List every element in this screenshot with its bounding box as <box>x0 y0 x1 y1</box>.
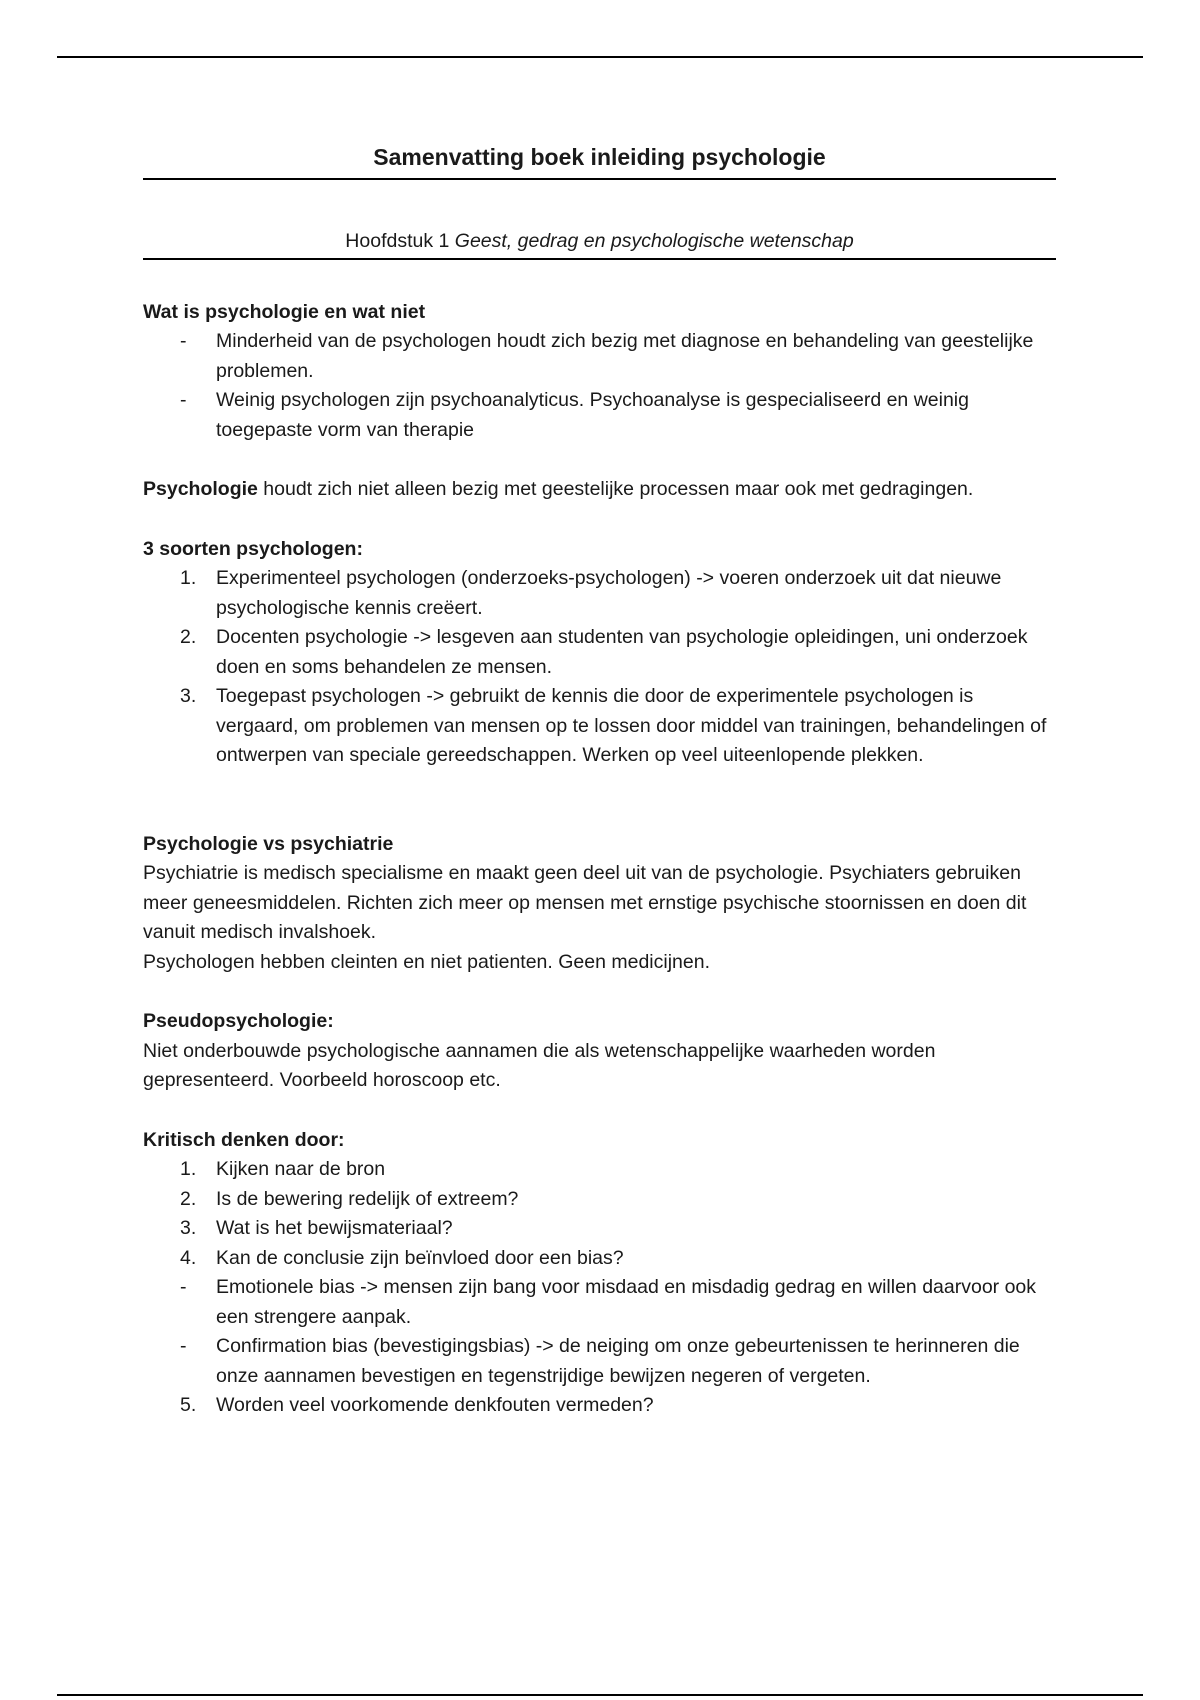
section-pseudopsychologie <box>143 1007 1056 1096</box>
list-marker: 5. <box>180 1394 197 1416</box>
list-item-text: Confirmation bias (bevestigingsbias) -> de neiging om onze gebeurtenissen te herinneren die onze aannamen bevestigen en tegenstrijdige bewijzen negeren of vergeten. <box>216 1335 1020 1387</box>
section-psychologie-definitie <box>143 475 1056 505</box>
list-marker: 1. <box>180 1158 197 1180</box>
page-top-rule <box>57 56 1143 58</box>
list-marker: - <box>180 1335 187 1357</box>
list-item-text: Docenten psychologie -> lesgeven aan studenten van psychologie opleidingen, uni onderzoek doen en soms behandelen ze mensen. <box>216 626 1028 678</box>
document-body <box>143 140 1056 1421</box>
list-item-text: Weinig psychologen zijn psychoanalyticus. Psychoanalyse is gespecialiseerd en weinig toegepaste vorm van therapie <box>216 389 969 441</box>
list-item <box>143 1214 1056 1244</box>
list-marker: 3. <box>180 1217 197 1239</box>
section-heading: 3 soorten psychologen: <box>143 537 363 560</box>
page-bottom-rule <box>57 1694 1143 1696</box>
chapter-number: Hoofdstuk 1 <box>345 230 450 252</box>
chapter-title: Geest, gedrag en psychologische wetenschap <box>454 230 854 252</box>
section-heading: Wat is psychologie en wat niet <box>143 300 426 323</box>
number-marker: 1. <box>180 567 197 589</box>
paragraph-text: houdt zich niet alleen bezig met geestelijke processen maar ook met gedragingen. <box>263 478 974 500</box>
list-marker: 2. <box>180 1187 197 1210</box>
section-psychologie-vs-psychiatrie <box>143 830 1056 978</box>
section-heading: Pseudopsychologie: <box>143 1010 334 1032</box>
list-item <box>143 1155 1056 1185</box>
list-item-text: Minderheid van de psychologen houdt zich bezig met diagnose en behandeling van geestelijke problemen. <box>216 330 1034 382</box>
document-title: Samenvatting boek inleiding psychologie <box>373 144 826 170</box>
section-wat-is-psychologie <box>143 298 1056 446</box>
list-item-text: Worden veel voorkomende denkfouten vermeden? <box>216 1394 654 1416</box>
list-marker: 4. <box>180 1246 197 1269</box>
paragraph <box>143 475 1056 505</box>
list-item <box>143 564 1056 623</box>
list-item <box>143 682 1056 771</box>
section-kritisch-denken <box>143 1126 1056 1421</box>
number-marker: 3. <box>180 685 197 707</box>
numbered-list <box>143 564 1056 771</box>
list-item-text: Kan de conclusie zijn beïnvloed door een bias? <box>216 1246 624 1269</box>
list-item <box>143 1332 1056 1391</box>
bullet-list <box>143 327 1056 445</box>
paragraph: Psychiatrie is medisch specialisme en maakt geen deel uit van de psychologie. Psychiaters gebruiken meer geneesmiddelen. Richten zich meer op mensen met ernstige psychische stoornissen en doen dit vanuit medisch invalshoek. <box>143 862 1027 943</box>
list-item <box>143 1391 1056 1421</box>
title-block <box>143 140 1056 180</box>
section-heading: Psychologie vs psychiatrie <box>143 832 394 855</box>
bold-term: Psychologie <box>143 478 258 500</box>
list-item <box>143 1273 1056 1332</box>
list-item <box>143 623 1056 682</box>
list-item <box>143 1244 1056 1274</box>
list-item-text: Wat is het bewijsmateriaal? <box>216 1217 453 1239</box>
list-item <box>143 1185 1056 1215</box>
chapter-heading <box>143 227 1056 260</box>
list-marker: - <box>180 1276 187 1298</box>
dash-marker: - <box>180 330 187 352</box>
paragraph: Psychologen hebben cleinten en niet patienten. Geen medicijnen. <box>143 950 710 973</box>
list-item-text: Kijken naar de bron <box>216 1158 386 1180</box>
section-heading: Kritisch denken door: <box>143 1128 345 1151</box>
list-item-text: Emotionele bias -> mensen zijn bang voor misdaad en misdadig gedrag en willen daarvoor ook een strengere aanpak. <box>216 1276 1037 1328</box>
list-item-text: Experimenteel psychologen (onderzoeks-psychologen) -> voeren onderzoek uit dat nieuwe psychologische kennis creëert. <box>216 567 1002 619</box>
mixed-list <box>143 1155 1056 1421</box>
list-item-text: Is de bewering redelijk of extreem? <box>216 1187 519 1210</box>
list-item-text: Toegepast psychologen -> gebruikt de kennis die door de experimentele psychologen is vergaard, om problemen van mensen op te lossen door middel van trainingen, behandelingen of ontwerpen van speciale gereedschappen. Werken op veel uiteenlopende plekken. <box>216 685 1047 766</box>
number-marker: 2. <box>180 626 197 648</box>
dash-marker: - <box>180 389 187 411</box>
section-soorten-psychologen <box>143 535 1056 771</box>
list-item <box>143 327 1056 386</box>
list-item <box>143 386 1056 445</box>
paragraph: Niet onderbouwde psychologische aannamen die als wetenschappelijke waarheden worden gepresenteerd. Voorbeeld horoscoop etc. <box>143 1039 936 1091</box>
